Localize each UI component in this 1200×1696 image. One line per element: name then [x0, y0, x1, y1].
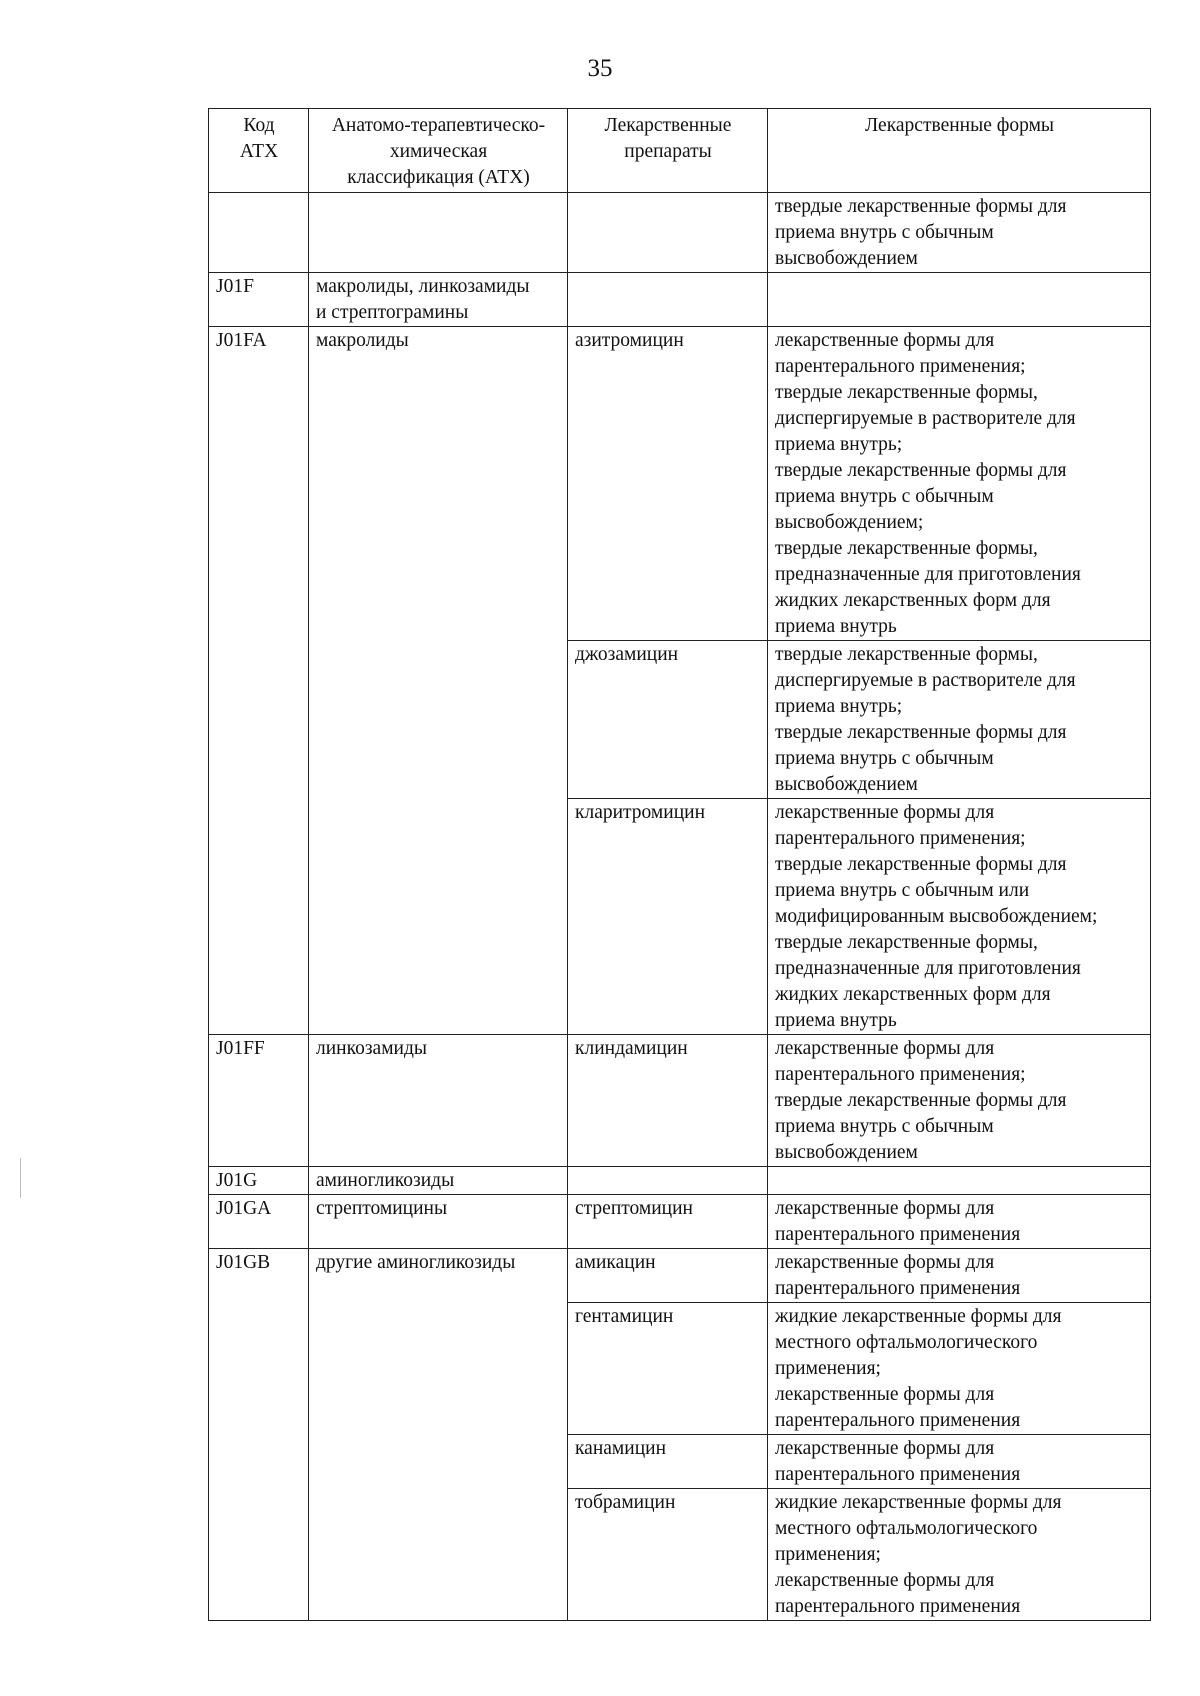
- header-forms: Лекарственные формы: [768, 109, 1151, 193]
- cell-classification: линкозамиды: [309, 1035, 568, 1167]
- atc-drug-table: [208, 108, 1151, 1621]
- cell-forms: лекарственные формы для парентерального применения; твердые лекарственные формы для приема внутрь с обычным или модифицированным высвобождением; твердые лекарственные формы, предназначенные для приготовления жидких лекарственных форм для приема внутрь: [768, 799, 1151, 1035]
- cell-drug: джозамицин: [568, 641, 768, 799]
- cell-drug: тобрамицин: [568, 1489, 768, 1621]
- cell-classification: другие аминогликозиды: [309, 1249, 568, 1621]
- cell-drug: канамицин: [568, 1435, 768, 1489]
- cell-classification: [309, 193, 568, 273]
- table-header-row: [209, 109, 1151, 193]
- table-row: [209, 327, 1151, 641]
- table-row: [209, 1195, 1151, 1249]
- header-code: Код АТХ: [209, 109, 309, 193]
- table-row: [209, 1167, 1151, 1195]
- table-row: [209, 273, 1151, 327]
- cell-forms: жидкие лекарственные формы для местного офтальмологического применения; лекарственные формы для парентерального применения: [768, 1489, 1151, 1621]
- cell-forms: лекарственные формы для парентерального применения; твердые лекарственные формы, диспергируемые в растворителе для приема внутрь; твердые лекарственные формы для приема внутрь с обычным высвобождением; твердые лекарственные формы, предназначенные для приготовления жидких лекарственных форм для приема внутрь: [768, 327, 1151, 641]
- cell-code: J01FA: [209, 327, 309, 1035]
- table-row: [209, 1249, 1151, 1303]
- cell-code: J01G: [209, 1167, 309, 1195]
- page-number: 35: [587, 55, 613, 82]
- scan-margin-mark: [20, 1158, 21, 1198]
- cell-forms: твердые лекарственные формы, диспергируемые в растворителе для приема внутрь; твердые лекарственные формы для приема внутрь с обычным высвобождением: [768, 641, 1151, 799]
- cell-drug: гентамицин: [568, 1303, 768, 1435]
- cell-code: J01GA: [209, 1195, 309, 1249]
- cell-drug: азитромицин: [568, 327, 768, 641]
- cell-drug: [568, 273, 768, 327]
- cell-code: J01F: [209, 273, 309, 327]
- cell-forms: [768, 1167, 1151, 1195]
- cell-drug: амикацин: [568, 1249, 768, 1303]
- cell-classification: макролиды, линкозамиды и стрептограмины: [309, 273, 568, 327]
- cell-code: J01GB: [209, 1249, 309, 1621]
- header-classification: Анатомо-терапевтическо- химическая классификация (АТХ): [309, 109, 568, 193]
- cell-forms: лекарственные формы для парентерального применения: [768, 1195, 1151, 1249]
- cell-code: J01FF: [209, 1035, 309, 1167]
- cell-classification: макролиды: [309, 327, 568, 1035]
- cell-drug: клиндамицин: [568, 1035, 768, 1167]
- cell-drug: кларитромицин: [568, 799, 768, 1035]
- cell-drug: [568, 1167, 768, 1195]
- cell-drug: [568, 193, 768, 273]
- table-row: [209, 193, 1151, 273]
- cell-forms: твердые лекарственные формы для приема внутрь с обычным высвобождением: [768, 193, 1151, 273]
- cell-forms: лекарственные формы для парентерального применения; твердые лекарственные формы для приема внутрь с обычным высвобождением: [768, 1035, 1151, 1167]
- cell-forms: лекарственные формы для парентерального применения: [768, 1435, 1151, 1489]
- cell-forms: лекарственные формы для парентерального применения: [768, 1249, 1151, 1303]
- cell-code: [209, 193, 309, 273]
- cell-classification: аминогликозиды: [309, 1167, 568, 1195]
- cell-forms: [768, 273, 1151, 327]
- cell-drug: стрептомицин: [568, 1195, 768, 1249]
- cell-forms: жидкие лекарственные формы для местного офтальмологического применения; лекарственные формы для парентерального применения: [768, 1303, 1151, 1435]
- header-drugs: Лекарственные препараты: [568, 109, 768, 193]
- cell-classification: стрептомицины: [309, 1195, 568, 1249]
- table-row: [209, 1035, 1151, 1167]
